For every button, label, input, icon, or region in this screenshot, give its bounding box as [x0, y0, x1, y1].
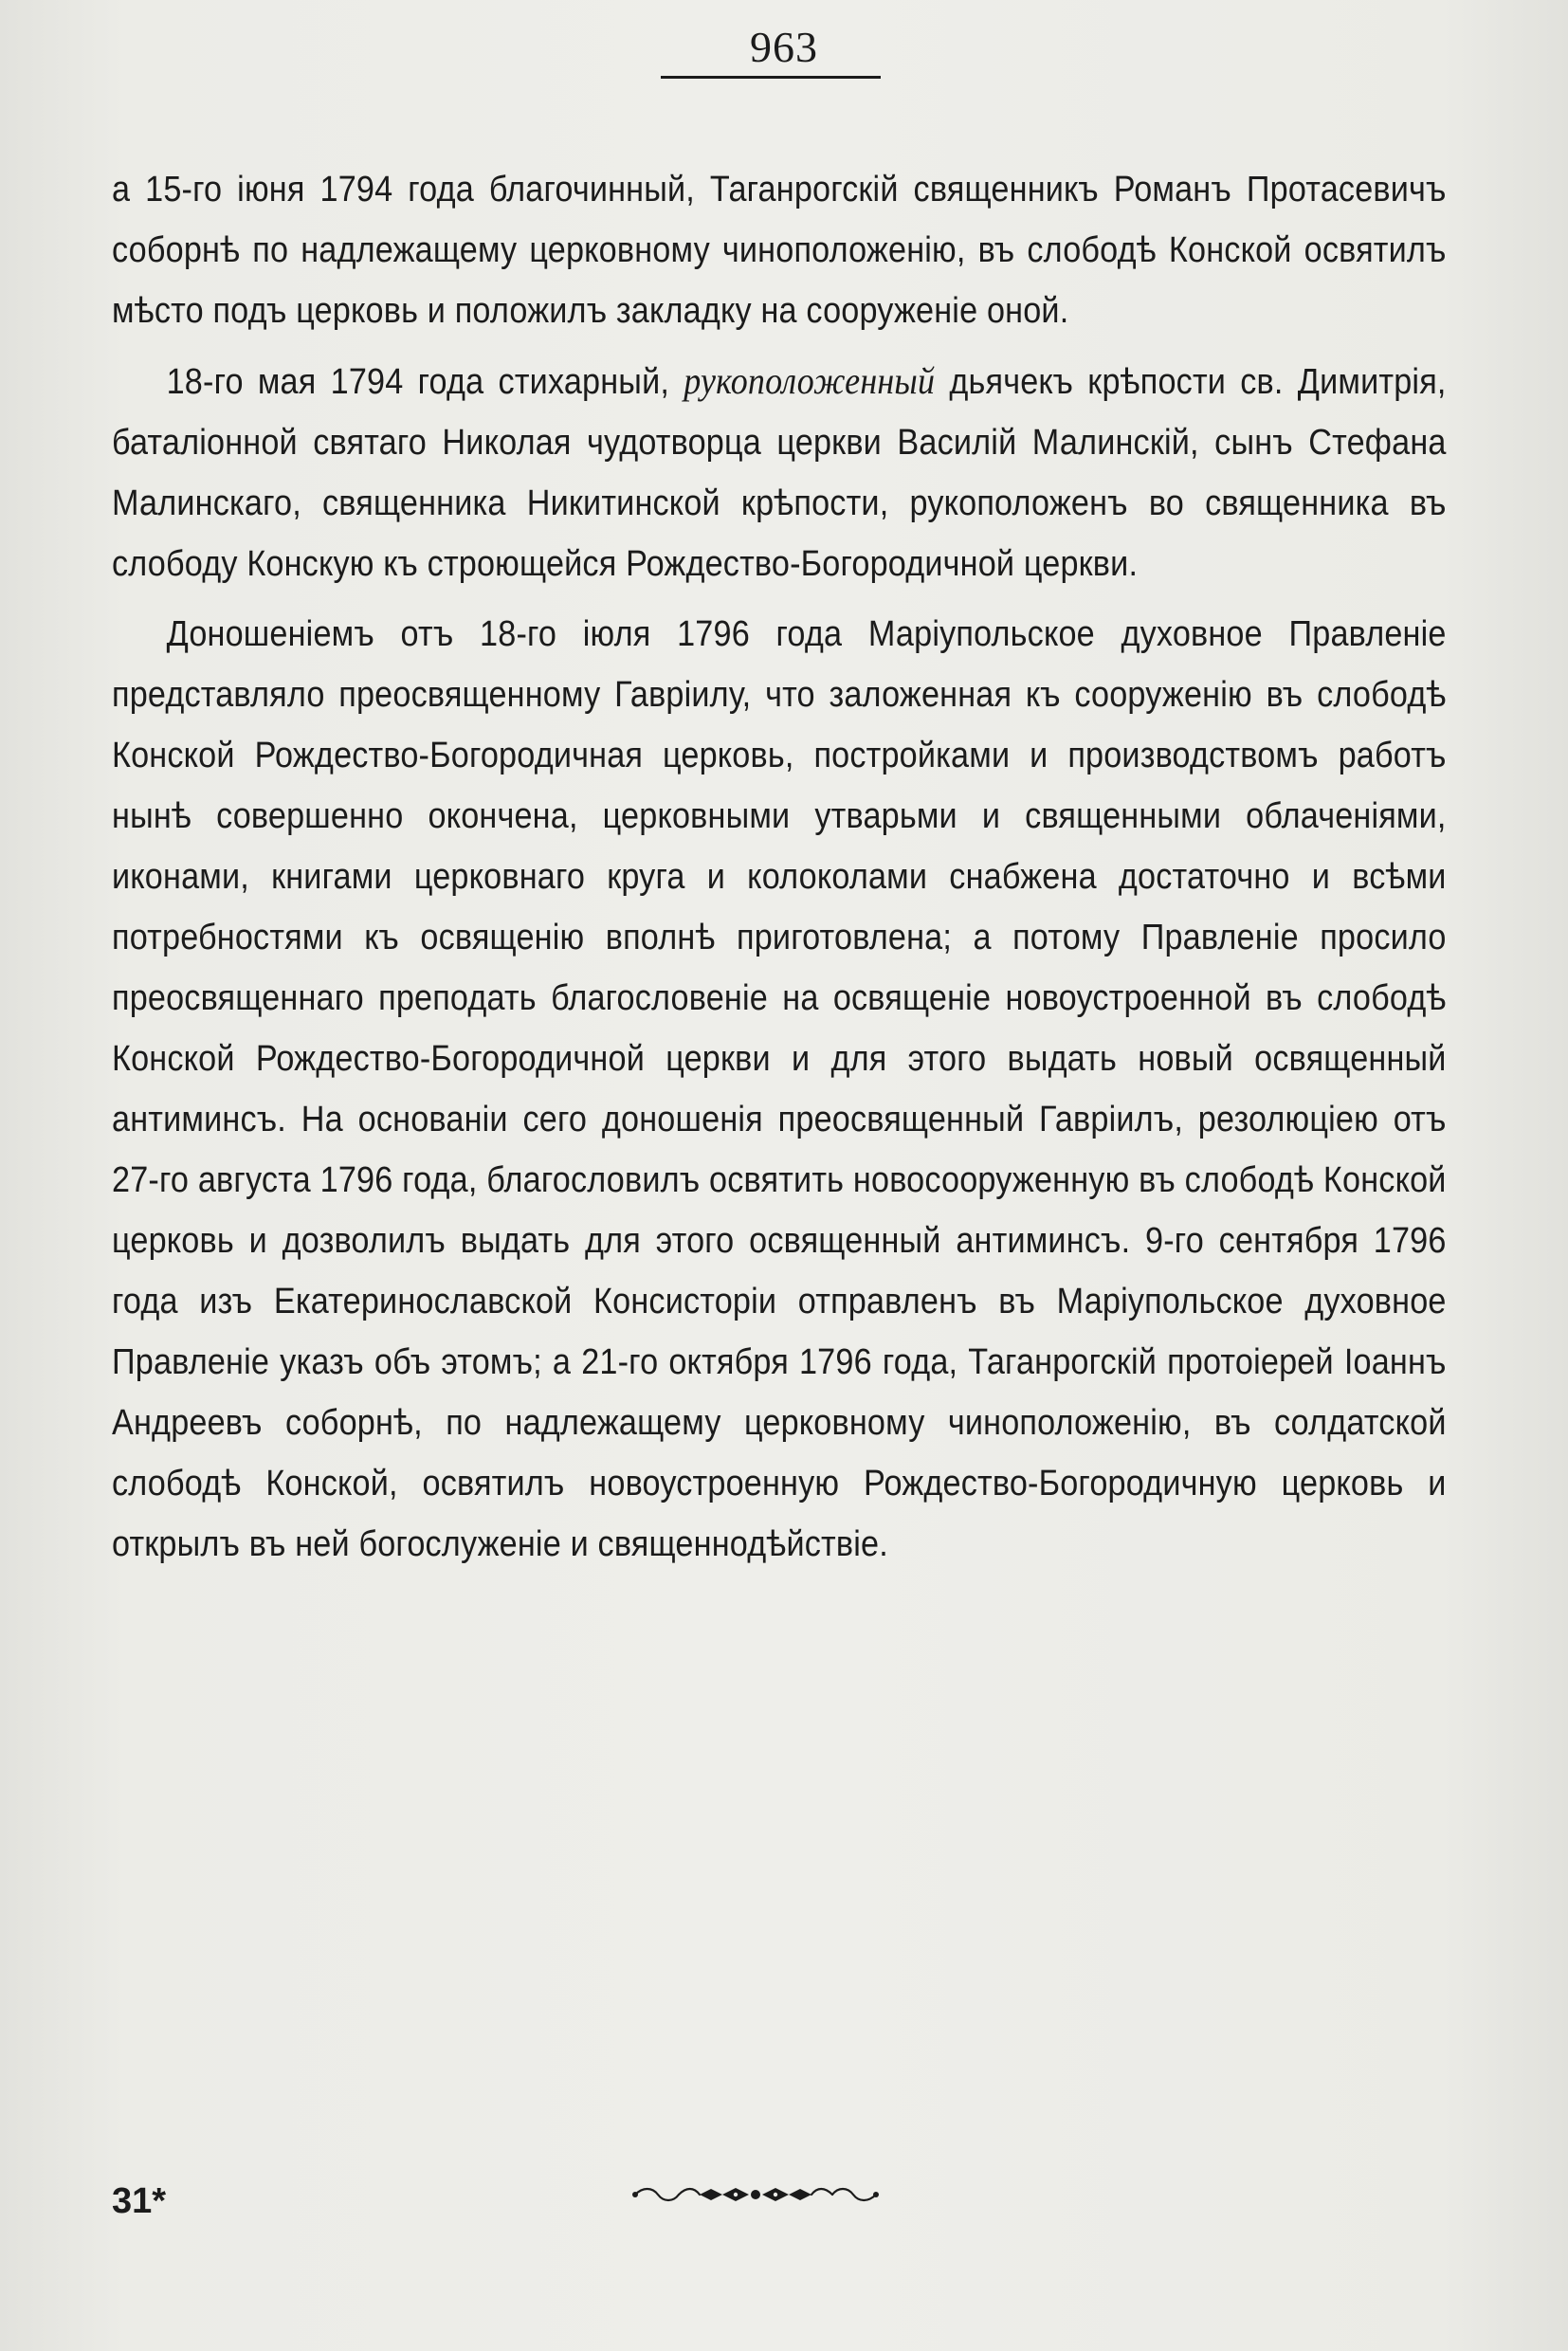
page-number: 963 [750, 23, 818, 71]
paragraph-2-text-end: дьячекъ крѣпости св. Димитрiя, баталiонной святаго Николая чудотворца церкви Василiй Малинскiй, сынъ Стефана Малинскаго, священника Никитинской крѣпости, рукоположенъ во священника въ слободу Конскую къ строющейся Рождество-Богородичной церкви. [112, 362, 1447, 584]
paragraph-2-emphasis: рукоположенный [684, 359, 936, 402]
body-text [112, 159, 1447, 1584]
page-number-underline [661, 76, 881, 79]
paragraph-3 [112, 604, 1447, 1575]
paragraph-2-text-start: 18-го мая 1794 года стихарный, [166, 362, 684, 402]
paragraph-3-text: Доношенiемъ отъ 18-го iюля 1796 года Марiупольское духовное Правленiе представляло преосвященному Гаврiилу, что заложенная къ сооруженiю въ слободѣ Конской Рождество-Богородичная церковь, постройками и производствомъ работъ нынѣ совершенно окончена, церковными утварьми и священными облаченiями, иконами, книгами церковнаго круга и колоколами снабжена достаточно и всѣми потребностями къ освященiю вполнѣ приготовлена; а потому Правленiе просило преосвященнаго преподать благословенiе на освященiе новоустроенной въ слободѣ Конской Рождество-Богородичной церкви и для этого выдать новый освященный антиминсъ. На основанiи сего доношенiя преосвященный Гаврiилъ, резолюцiею отъ 27-го августа 1796 года, благословилъ освятить новосооруженную въ слободѣ Конской церковь и дозволилъ выдать для этого освященный антиминсъ. 9-го сентября 1796 года изъ Екатеринославской Консисторiи отправленъ въ Марiупольское духовное Правленiе указъ объ этомъ; а 21-го октября 1796 года, Таганрогскiй протоiерей Iоаннъ Андреевъ соборнѣ, по надлежащему церковному чиноположенiю, въ солдатской слободѣ Конской, освятилъ новоустроенную Рождество-Богородичную церковь и открылъ въ ней богослуженiе и священнодѣйствiе. [112, 614, 1447, 1564]
paragraph-2 [112, 351, 1447, 594]
paragraph-1 [112, 159, 1447, 341]
flourish-ornament-icon [631, 2184, 880, 2205]
printer-signature-mark: 31* [112, 2181, 167, 2221]
paragraph-1-text: а 15-го iюня 1794 года благочинный, Таганрогскiй священникъ Романъ Протасевичъ соборнѣ по надлежащему церковному чиноположенiю, въ слободѣ Конской освятилъ мѣсто подъ церковь и положилъ закладку на сооруженiе оной. [112, 170, 1447, 331]
